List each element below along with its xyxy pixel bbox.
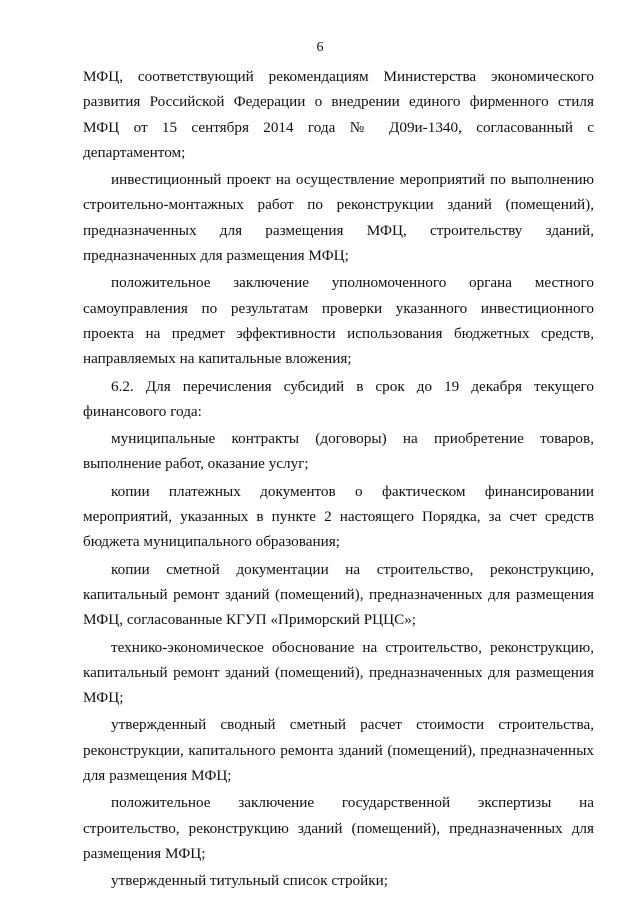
paragraph: копии сметной документации на строительство, реконструкцию, капитальный ремонт зданий (помещений), предназначенных для размещения МФЦ, согласованные КГУП «Приморский РЦЦС»; (83, 560, 594, 629)
paragraph: копии платежных документов о фактическом финансировании мероприятий, указанных в пункте 2 настоящего Порядка, за счет средств бюджета муниципального образования; (83, 482, 594, 551)
paragraph: положительное заключение уполномоченного органа местного самоуправления по результатам проверки указанного инвестиционного проекта на предмет эффективности использования бюджетных средств, направляемых на капитальные вложения; (83, 274, 594, 368)
paragraph: утвержденный титульный список стройки; (111, 872, 388, 890)
paragraph: муниципальные контракты (договоры) на приобретение товаров, выполнение работ, оказание услуг; (83, 430, 594, 473)
page-number: 6 (316, 40, 324, 55)
paragraph: 6.2. Для перечисления субсидий в срок до 19 декабря текущего финансового года: (83, 377, 594, 420)
document-body (83, 64, 594, 896)
paragraph: технико-экономическое обоснование на строительство, реконструкцию, капитальный ремонт зданий (помещений), предназначенных для размещения МФЦ; (83, 638, 594, 707)
paragraph: инвестиционный проект на осуществление мероприятий по выполнению строительно-монтажных работ по реконструкции зданий (помещений), предназначенных для размещения МФЦ, строительству зданий, предназначенных для размещения МФЦ; (83, 171, 594, 265)
paragraph: утвержденный сводный сметный расчет стоимости строительства, реконструкции, капитального ремонта зданий (помещений), предназначенных для размещения МФЦ; (83, 716, 594, 785)
paragraph: МФЦ, соответствующий рекомендациям Министерства экономического развития Российской Федерации о внедрении единого фирменного стиля МФЦ от 15 сентября 2014 года № Д09и-1340, согласованный с департаментом; (83, 68, 594, 161)
paragraph: положительное заключение государственной экспертизы на строительство, реконструкцию зданий (помещений), предназначенных для размещения МФЦ; (83, 794, 594, 862)
